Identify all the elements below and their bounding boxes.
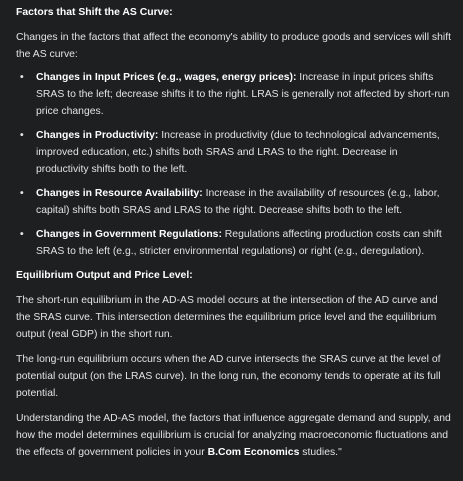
text-productivity: Increase in productivity (due to technological advancements, improved education, etc.) shifts both SRAS and LRAS to the right. Decrease in productivity shifts both to the left. — [36, 130, 440, 175]
text-input-prices: Increase in input prices shifts SRAS to the left; decrease shifts it to the right. LRAS is generally not affected by short-run price changes. — [36, 72, 450, 117]
section-heading-equilibrium: Equilibrium Output and Price Level: — [16, 270, 193, 281]
section-heading-as-shifts: Factors that Shift the AS Curve: — [16, 7, 173, 18]
conclusion-text-end: studies." — [299, 447, 342, 458]
term-resource-availability: Changes in Resource Availability: — [36, 188, 203, 199]
term-government-regulations: Changes in Government Regulations: — [36, 229, 222, 240]
bullet-dot: • — [20, 72, 24, 83]
list-item-input-prices — [16, 69, 451, 120]
bullet-dot: • — [20, 229, 24, 240]
short-run-equilibrium-paragraph: The short-run equilibrium in the AD-AS model occurs at the intersection of the AD curve and the SRAS curve. This intersection determines the equilibrium price level and the equilibrium output (real GDP) in the short run. — [16, 295, 438, 340]
as-shift-factor-list — [16, 69, 451, 260]
term-productivity: Changes in Productivity: — [36, 130, 159, 141]
long-run-equilibrium-paragraph: The long-run equilibrium occurs when the AD curve intersects the SRAS curve at the level of potential output (on the LRAS curve). In the long run, the economy tends to operate at its full potential. — [16, 354, 441, 399]
text-government-regulations: Regulations affecting production costs can shift SRAS to the left (e.g., stricter environmental regulations) or right (e.g., deregulation). — [36, 229, 442, 257]
list-item-resource-availability — [16, 185, 451, 219]
bullet-dot: • — [20, 188, 24, 199]
text-resource-availability: Increase in the availability of resources (e.g., labor, capital) shifts both SRAS and LRAS to the right. Decrease shifts both to the left. — [36, 188, 440, 216]
conclusion-bold-course: B.Com Economics — [207, 447, 300, 458]
list-item-productivity — [16, 127, 451, 178]
conclusion-paragraph — [16, 410, 451, 461]
list-item-government-regulations — [16, 226, 451, 260]
intro-paragraph: Changes in the factors that affect the economy's ability to produce goods and services will shift the AS curve: — [16, 32, 451, 60]
term-input-prices: Changes in Input Prices (e.g., wages, energy prices): — [36, 72, 297, 83]
conclusion-text-start: Understanding the AD-AS model, the factors that influence aggregate demand and supply, and how the model determines equilibrium is crucial for analyzing macroeconomic fluctuations and the effects of government policies in your — [16, 413, 451, 458]
bullet-dot: • — [20, 130, 24, 141]
